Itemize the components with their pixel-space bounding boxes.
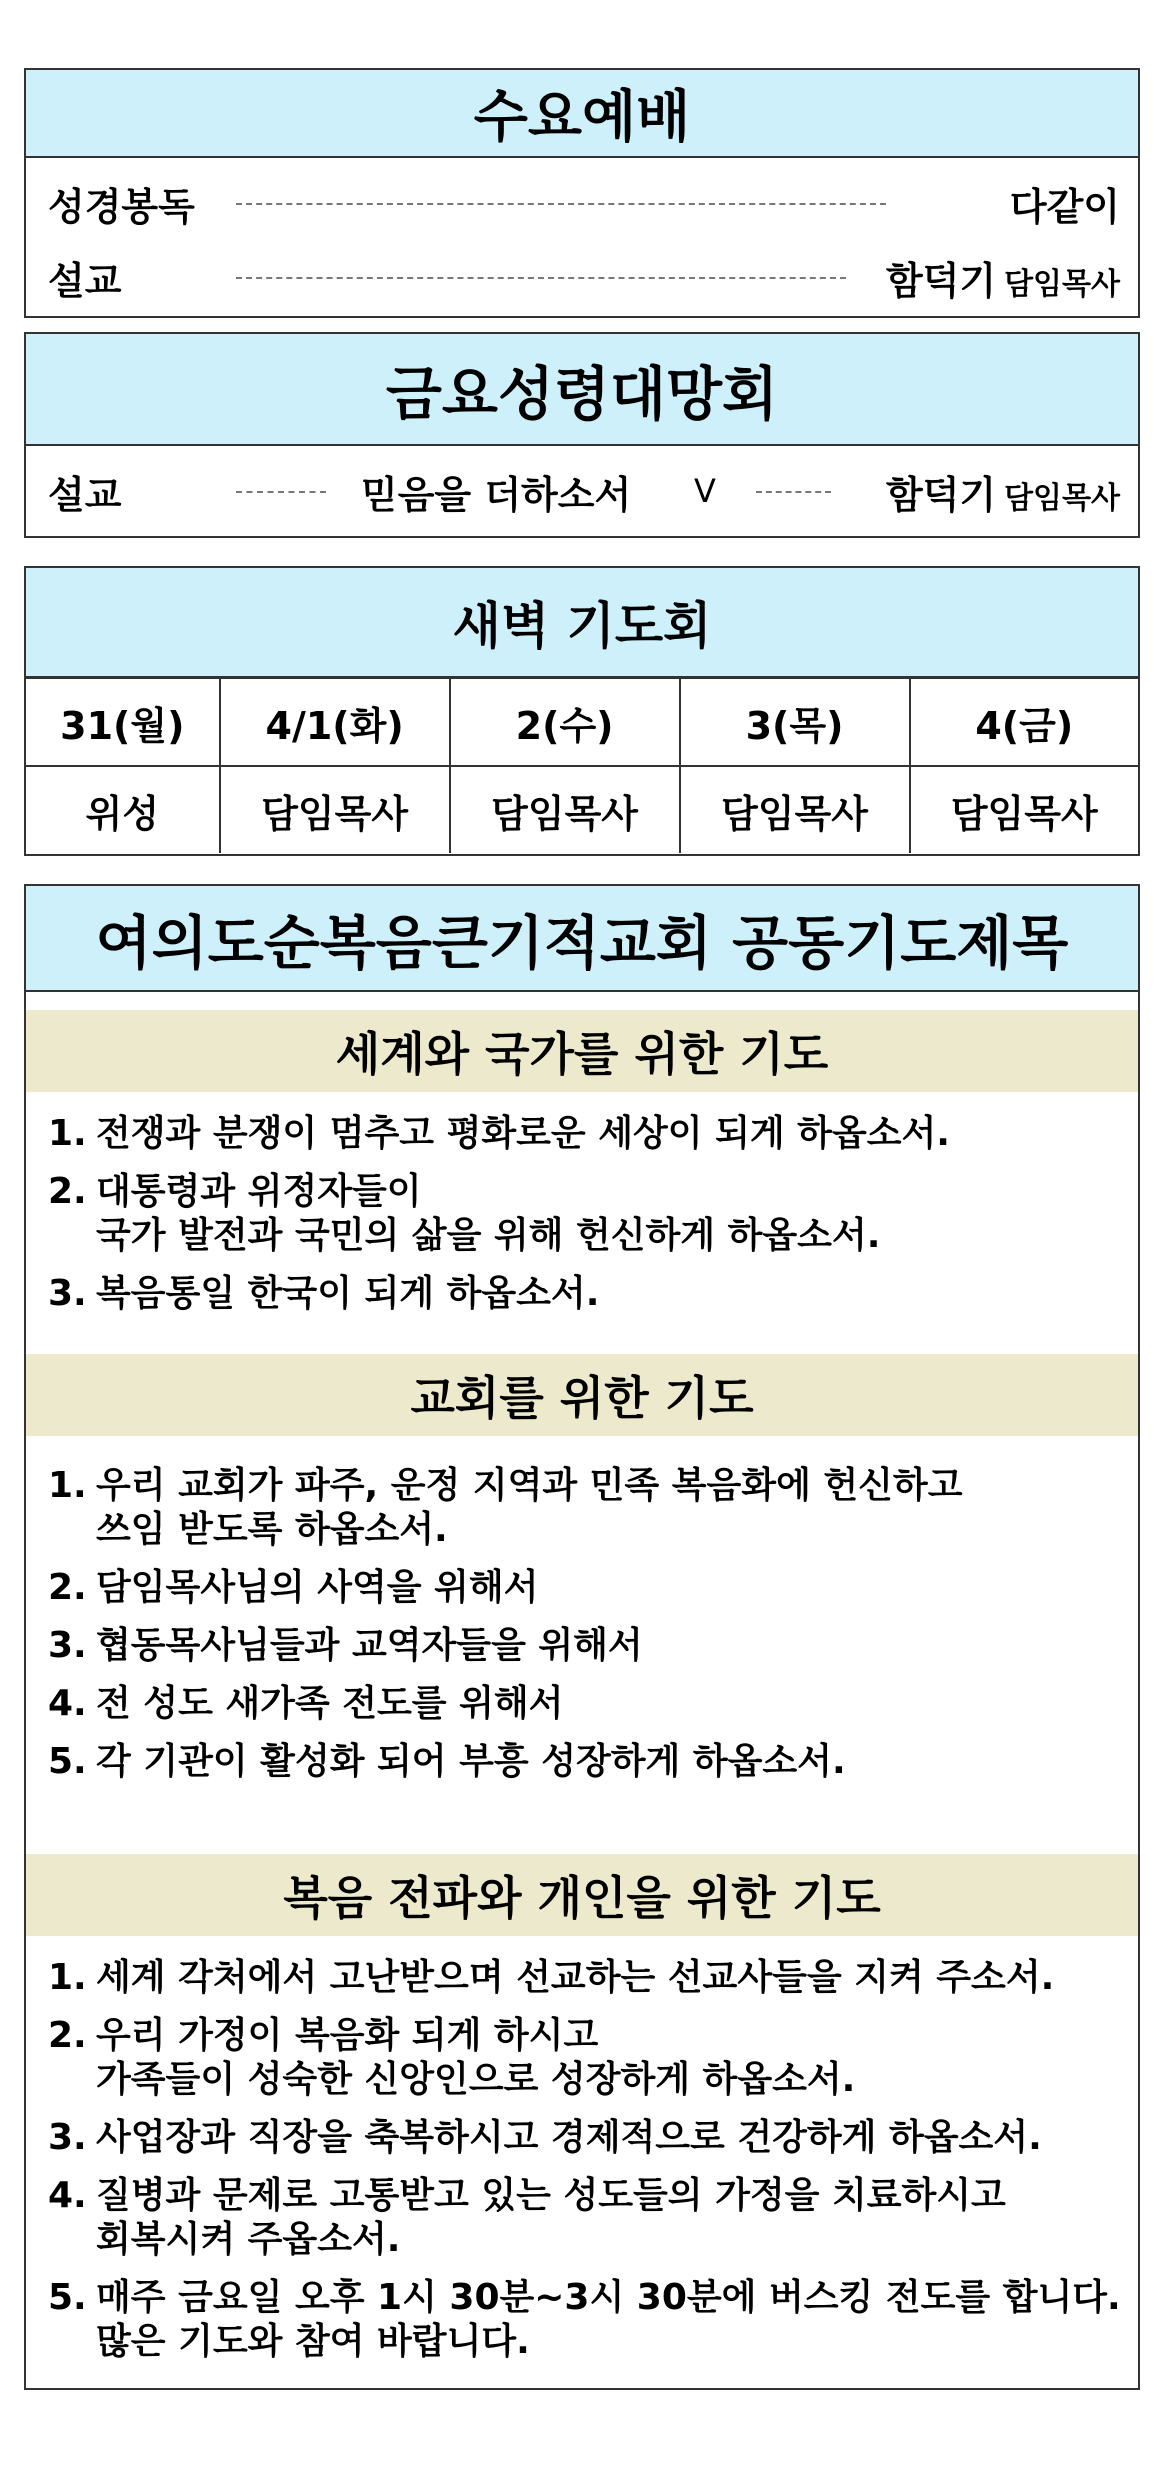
friday-preacher: [886, 464, 1120, 519]
sermon-topic-mark: V: [694, 472, 716, 510]
dawn-schedule-table: [26, 677, 1138, 853]
prayer-item-number: 4.: [48, 2175, 87, 2216]
prayer-item-text: 우리 가정이 복음화 되게 하시고 가족들이 성숙한 신앙인으로 성장하게 하옵소서.: [96, 2015, 856, 2100]
leader-dots: [236, 203, 886, 205]
sermon-row: [26, 244, 1138, 310]
dawn-prayer-header: [26, 568, 1138, 678]
prayer-item: [48, 1624, 1128, 1668]
prayer-item-text: 복음통일 한국이 되게 하옵소서.: [96, 1273, 600, 1314]
prayer-item: [48, 1682, 1128, 1726]
prayer-item-number: 1.: [48, 1465, 87, 1506]
dawn-day-cell: 4(금): [910, 678, 1138, 766]
prayer-item-text: 질병과 문제로 고통받고 있는 성도들의 가정을 치료하시고 회복시켜 주옵소서.: [96, 2175, 1006, 2260]
prayer-item-text: 매주 금요일 오후 1시 30분~3시 30분에 버스킹 전도를 합니다. 많은 기도와 참여 바랍니다.: [96, 2277, 1121, 2362]
section-heading: [26, 1354, 1138, 1436]
leader-dots: [236, 491, 326, 493]
bible-reading-row: [26, 170, 1138, 236]
dawn-day-row: [26, 678, 1138, 766]
prayer-item-text: 전쟁과 분쟁이 멈추고 평화로운 세상이 되게 하옵소서.: [96, 1113, 950, 1154]
dawn-leader-cell: 담임목사: [680, 766, 910, 853]
preacher-role: 담임목사: [1004, 266, 1120, 302]
prayer-item: [48, 1740, 1128, 1784]
prayer-item-number: 3.: [48, 1625, 87, 1666]
prayer-list: [48, 1464, 1128, 1798]
prayer-topics-header: [26, 886, 1138, 992]
section-heading-text: 교회를 위한 기도: [410, 1371, 754, 1425]
prayer-item: [48, 1170, 1128, 1258]
dawn-day-cell: 2(수): [450, 678, 680, 766]
dawn-prayer-title: 새벽 기도회: [452, 597, 712, 655]
bible-reading-value: 다같이: [1009, 184, 1120, 229]
friday-service-header: [26, 334, 1138, 446]
prayer-item-text: 전 성도 새가족 전도를 위해서: [96, 1683, 564, 1724]
prayer-item-number: 5.: [48, 1741, 87, 1782]
prayer-item-number: 5.: [48, 2277, 87, 2318]
friday-service-box: [24, 332, 1140, 538]
prayer-item: [48, 2014, 1128, 2102]
dawn-prayer-box: [24, 566, 1140, 856]
friday-sermon-row: [26, 446, 1138, 536]
section-heading-text: 복음 전파와 개인을 위한 기도: [283, 1871, 881, 1925]
sermon-topic: 믿음을 더하소서: [361, 472, 632, 517]
prayer-item-text: 담임목사님의 사역을 위해서: [96, 1567, 539, 1608]
sermon-label: 설교: [48, 472, 122, 517]
dawn-day-cell: 3(목): [680, 678, 910, 766]
dawn-leader-cell: 담임목사: [450, 766, 680, 853]
prayer-item-text: 사업장과 직장을 축복하시고 경제적으로 건강하게 하옵소서.: [96, 2117, 1042, 2158]
bible-reading-value-group: [1010, 176, 1120, 231]
leader-dots: [756, 491, 831, 493]
wednesday-service-header: [26, 70, 1138, 158]
prayer-item: [48, 2276, 1128, 2364]
dawn-leader-cell: 위성: [26, 766, 220, 853]
sermon-preacher: [886, 250, 1120, 305]
leader-dots: [236, 277, 846, 279]
prayer-item-number: 1.: [48, 1113, 87, 1154]
preacher-role: 담임목사: [1004, 480, 1120, 516]
dawn-day-cell: 31(월): [26, 678, 220, 766]
prayer-item-text: 세계 각처에서 고난받으며 선교하는 선교사들을 지켜 주소서.: [96, 1957, 1055, 1998]
section-heading-text: 세계와 국가를 위한 기도: [335, 1027, 829, 1081]
prayer-item-text: 협동목사님들과 교역자들을 위해서: [96, 1625, 643, 1666]
prayer-item: [48, 2174, 1128, 2262]
prayer-item-number: 2.: [48, 1171, 87, 1212]
preacher-name: 함덕기: [885, 472, 997, 517]
prayer-list: [48, 1112, 1128, 1330]
prayer-list: [48, 1956, 1128, 2378]
dawn-leader-row: [26, 766, 1138, 853]
prayer-topics-box: [24, 884, 1140, 2390]
prayer-item-number: 2.: [48, 2015, 87, 2056]
prayer-item-number: 3.: [48, 2117, 87, 2158]
preacher-name: 함덕기: [885, 258, 997, 303]
wednesday-service-title: 수요예배: [473, 85, 691, 150]
prayer-item: [48, 2116, 1128, 2160]
prayer-item-number: 1.: [48, 1957, 87, 1998]
prayer-item-number: 4.: [48, 1683, 87, 1724]
section-heading: [26, 1854, 1138, 1936]
wednesday-service-box: [24, 68, 1140, 318]
prayer-item-text: 각 기관이 활성화 되어 부흥 성장하게 하옵소서.: [96, 1741, 846, 1782]
dawn-leader-cell: 담임목사: [910, 766, 1138, 853]
friday-service-title: 금요성령대망회: [385, 360, 779, 428]
prayer-item-text: 대통령과 위정자들이 국가 발전과 국민의 삶을 위해 헌신하게 하옵소서.: [96, 1171, 881, 1256]
bible-reading-label: 성경봉독: [48, 184, 195, 229]
prayer-item: [48, 1112, 1128, 1156]
sermon-label: 설교: [48, 258, 122, 303]
dawn-leader-cell: 담임목사: [220, 766, 450, 853]
prayer-item: [48, 1956, 1128, 2000]
prayer-item: [48, 1272, 1128, 1316]
prayer-item-text: 우리 교회가 파주, 운정 지역과 민족 복음화에 헌신하고 쓰임 받도록 하옵소서.: [96, 1465, 963, 1550]
prayer-item-number: 2.: [48, 1567, 87, 1608]
prayer-item: [48, 1566, 1128, 1610]
prayer-item: [48, 1464, 1128, 1552]
dawn-day-cell: 4/1(화): [220, 678, 450, 766]
section-heading: [26, 1010, 1138, 1092]
prayer-item-number: 3.: [48, 1273, 87, 1314]
prayer-topics-title: 여의도순복음큰기적교회 공동기도제목: [95, 909, 1069, 977]
